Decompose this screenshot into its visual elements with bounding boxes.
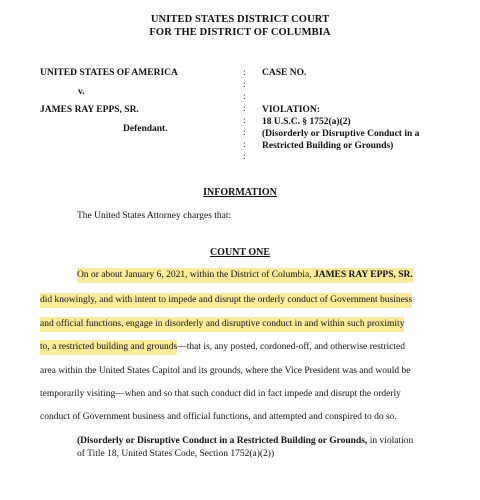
count-paragraph-line: conduct of Government business and official functions, and attempted and conspired to do so.: [40, 412, 397, 422]
caption-separator: :: [243, 68, 246, 78]
plaintiff-name: UNITED STATES OF AMERICA: [40, 68, 178, 78]
information-heading: INFORMATION: [203, 187, 277, 198]
violation-description: (Disorderly or Disruptive Conduct in a: [262, 129, 420, 139]
highlighted-text: to, a restricted building and grounds: [40, 340, 177, 355]
count-one-heading: COUNT ONE: [209, 247, 271, 258]
count-paragraph-line: area within the United States Capitol and its grounds, where the Vice President was and would be: [40, 366, 411, 376]
violation-label: VIOLATION:: [262, 105, 320, 115]
count-paragraph-line: [40, 295, 412, 305]
caption-separator: :: [243, 92, 246, 102]
highlighted-text: On or about January 6, 2021, within the District of Columbia,: [77, 268, 314, 283]
caption-separator: :: [243, 80, 246, 90]
violation-citation-bold: (Disorderly or Disruptive Conduct in a Restricted Building or Grounds,: [77, 436, 368, 446]
court-name: UNITED STATES DISTRICT COURT: [150, 14, 330, 25]
caption-separator: :: [243, 152, 246, 162]
violation-citation-text: in violation: [367, 436, 414, 446]
count-paragraph-line: temporarily visiting—when and so that such conduct did in fact impede and disrupt the orderly: [40, 389, 401, 399]
violation-citation: [77, 436, 413, 446]
caption-separator: :: [243, 104, 246, 114]
versus: v.: [78, 87, 85, 97]
court-district: FOR THE DISTRICT OF COLUMBIA: [149, 27, 331, 38]
defendant-name: JAMES RAY EPPS, SR.: [40, 105, 139, 115]
highlighted-text: did knowingly, and with intent to impede and disrupt the orderly conduct of Government business: [40, 293, 412, 308]
caption-separator: :: [243, 116, 246, 126]
defendant-name-bold: JAMES RAY EPPS, SR.: [314, 268, 413, 283]
highlighted-text: and official functions, engage in disorderly and disruptive conduct in and within such proximity: [40, 317, 404, 332]
case-number-label: CASE NO.: [262, 68, 307, 78]
information-intro: The United States Attorney charges that:: [77, 211, 232, 221]
statute-citation: 18 U.S.C. § 1752(a)(2): [262, 117, 351, 127]
count-paragraph-line: [77, 270, 413, 280]
count-paragraph-line: [40, 342, 405, 352]
violation-citation-cont: of Title 18, United States Code, Section 1752(a)(2)): [77, 449, 275, 459]
count-paragraph-line: [40, 319, 404, 329]
caption-separator: :: [243, 140, 246, 150]
caption-separator: :: [243, 128, 246, 138]
paragraph-text: —that is, any posted, cordoned-off, and otherwise restricted: [177, 342, 405, 352]
violation-description-cont: Restricted Building or Grounds): [262, 141, 394, 151]
defendant-label: Defendant.: [123, 124, 168, 134]
